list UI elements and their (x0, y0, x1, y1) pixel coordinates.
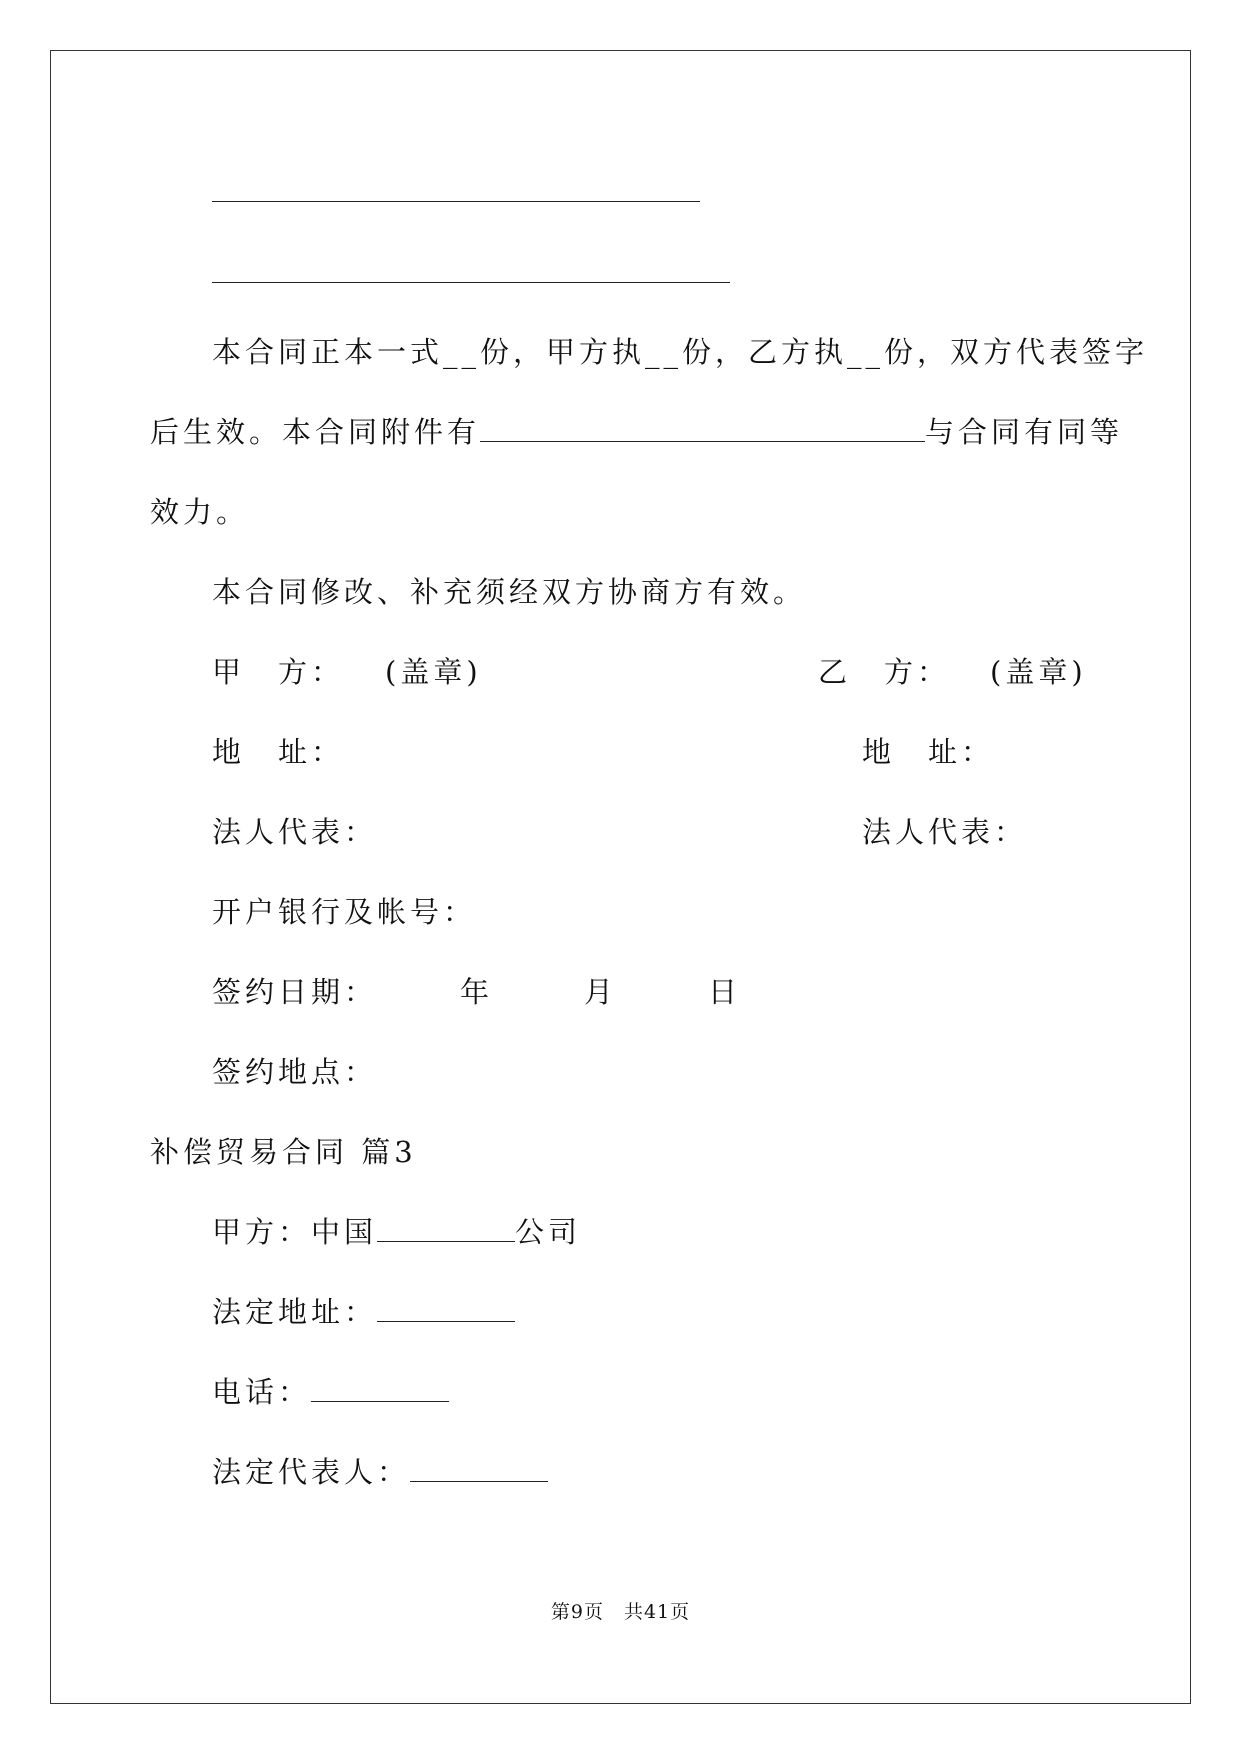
s3-party-a (212, 1212, 581, 1252)
sign-place-label: 签约地点： (212, 1055, 378, 1089)
address-b-label: 地 址： (862, 735, 995, 769)
blank-rule-2 (212, 282, 730, 283)
phone-blank (311, 1375, 449, 1402)
s3-party-a-prefix: 甲方：中国 (212, 1215, 378, 1249)
s3-legal-address (212, 1292, 515, 1332)
legal-rep-blank (410, 1455, 548, 1482)
company-name-blank (377, 1215, 515, 1242)
s3-party-a-suffix: 公司 (515, 1215, 582, 1249)
bank-account-label: 开户银行及帐号： (212, 895, 477, 929)
address-a-label: 地 址： (212, 735, 345, 769)
party-a-seal: (盖章) (385, 655, 482, 689)
para1-line2-b: 与合同有同等 (925, 415, 1124, 449)
s3-phone (212, 1372, 449, 1412)
para1-line2-a: 后生效。本合同附件有 (150, 415, 481, 449)
para2: 本合同修改、补充须经双方协商方有效。 (212, 575, 807, 609)
party-b-seal: (盖章) (990, 655, 1087, 689)
s3-legal-rep-label: 法定代表人： (212, 1455, 411, 1489)
legal-address-blank (377, 1295, 515, 1322)
party-a-label: 甲 方： (212, 655, 345, 689)
rep-a-label: 法人代表： (212, 815, 378, 849)
sign-date-month: 月 (584, 975, 618, 1009)
attachment-blank (480, 415, 925, 442)
sign-date-year: 年 (460, 975, 494, 1009)
page-number-footer: 第9页 共41页 (550, 1601, 691, 1623)
s3-legal-address-label: 法定地址： (212, 1295, 378, 1329)
para1-line3: 效力。 (150, 495, 250, 529)
s3-phone-label: 电话： (212, 1375, 312, 1409)
sign-date-day: 日 (708, 975, 742, 1009)
party-b-label: 乙 方： (818, 655, 951, 689)
blank-rule-1 (212, 201, 700, 202)
para1-line2 (150, 412, 1123, 452)
section-title: 补偿贸易合同 篇3 (150, 1135, 417, 1169)
para1-line1: 本合同正本一式__份，甲方执__份，乙方执__份，双方代表签字 (212, 335, 1149, 369)
rep-b-label: 法人代表： (862, 815, 1028, 849)
s3-legal-rep (212, 1452, 548, 1492)
sign-date-label: 签约日期： (212, 975, 378, 1009)
